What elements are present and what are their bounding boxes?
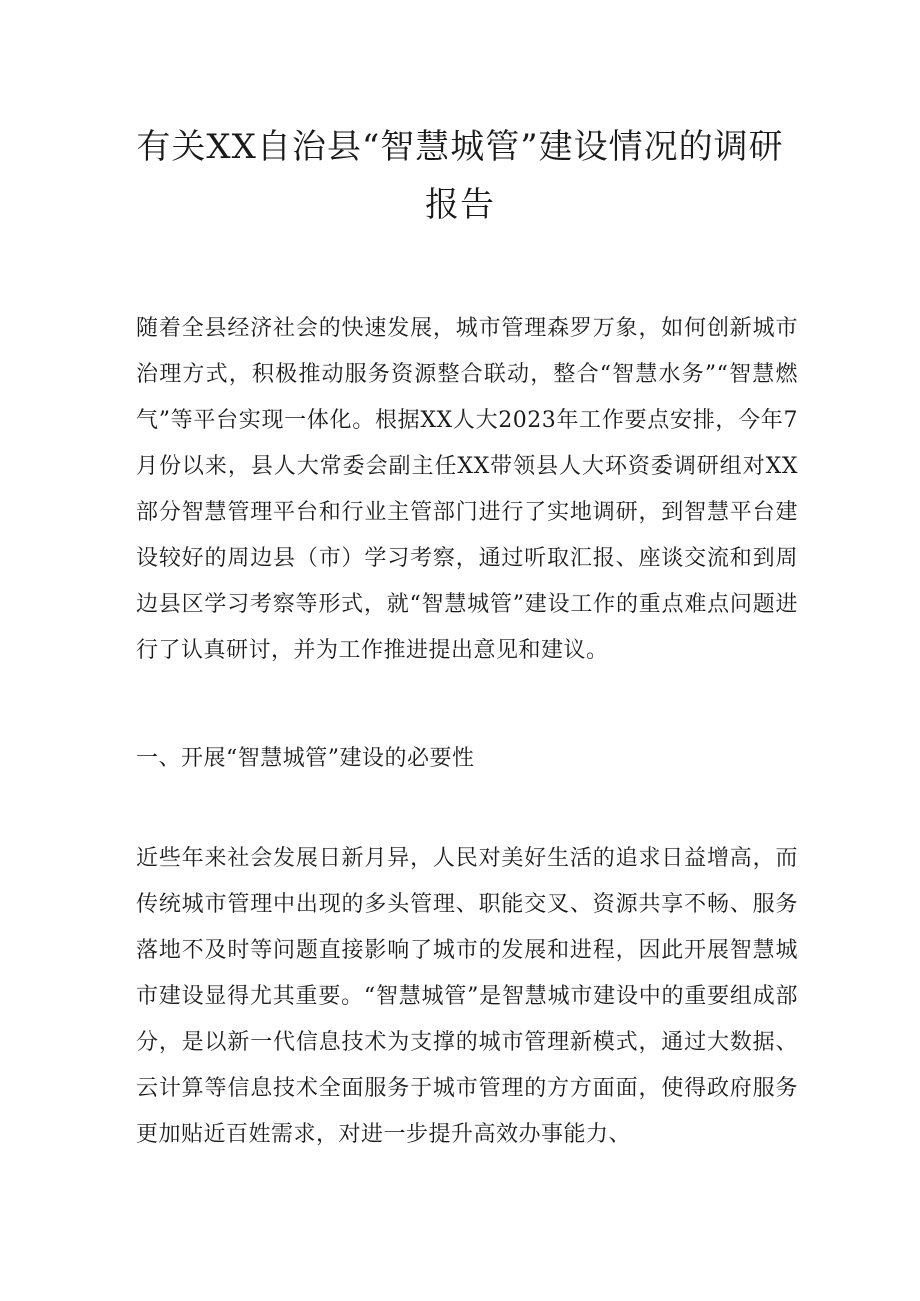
section-heading: 一、开展“智慧城管”建设的必要性 — [136, 746, 475, 771]
body-paragraph: 近些年来社会发展日新月异，人民对美好生活的追求日益增高，而传统城市管理中出现的多头管理、职能交叉、资源共享不畅、服务落地不及时等问题直接影响了城市的发展和进程，因此开展智慧城市建设显得尤其重要。“智慧城管”是智慧城市建设中的重要组成部分，是以新一代信息技术为支撑的城市管理新模式，通过大数据、云计算等信息技术全面服务于城市管理的方方面面，使得政府服务更加贴近百姓需求，对进一步提升高效办事能力、 — [136, 846, 798, 1147]
intro-paragraph: 随着全县经济社会的快速发展，城市管理森罗万象，如何创新城市治理方式，积极推动服务资源整合联动，整合“智慧水务”“智慧燃气”等平台实现一体化。根据XX人大2023年工作要点安排，今年7月份以来，县人大常委会副主任XX带领县人大环资委调研组对XX部分智慧管理平台和行业主管部门进行了实地调研，到智慧平台建设较好的周边县（市）学习考察，通过听取汇报、座谈交流和到周边县区学习考察等形式，就“智慧城管”建设工作的重点难点问题进行了认真研讨，并为工作推进提出意见和建议。 — [136, 316, 798, 663]
document-title: 有关XX自治县“智慧城管”建设情况的调研报告 — [136, 127, 784, 225]
